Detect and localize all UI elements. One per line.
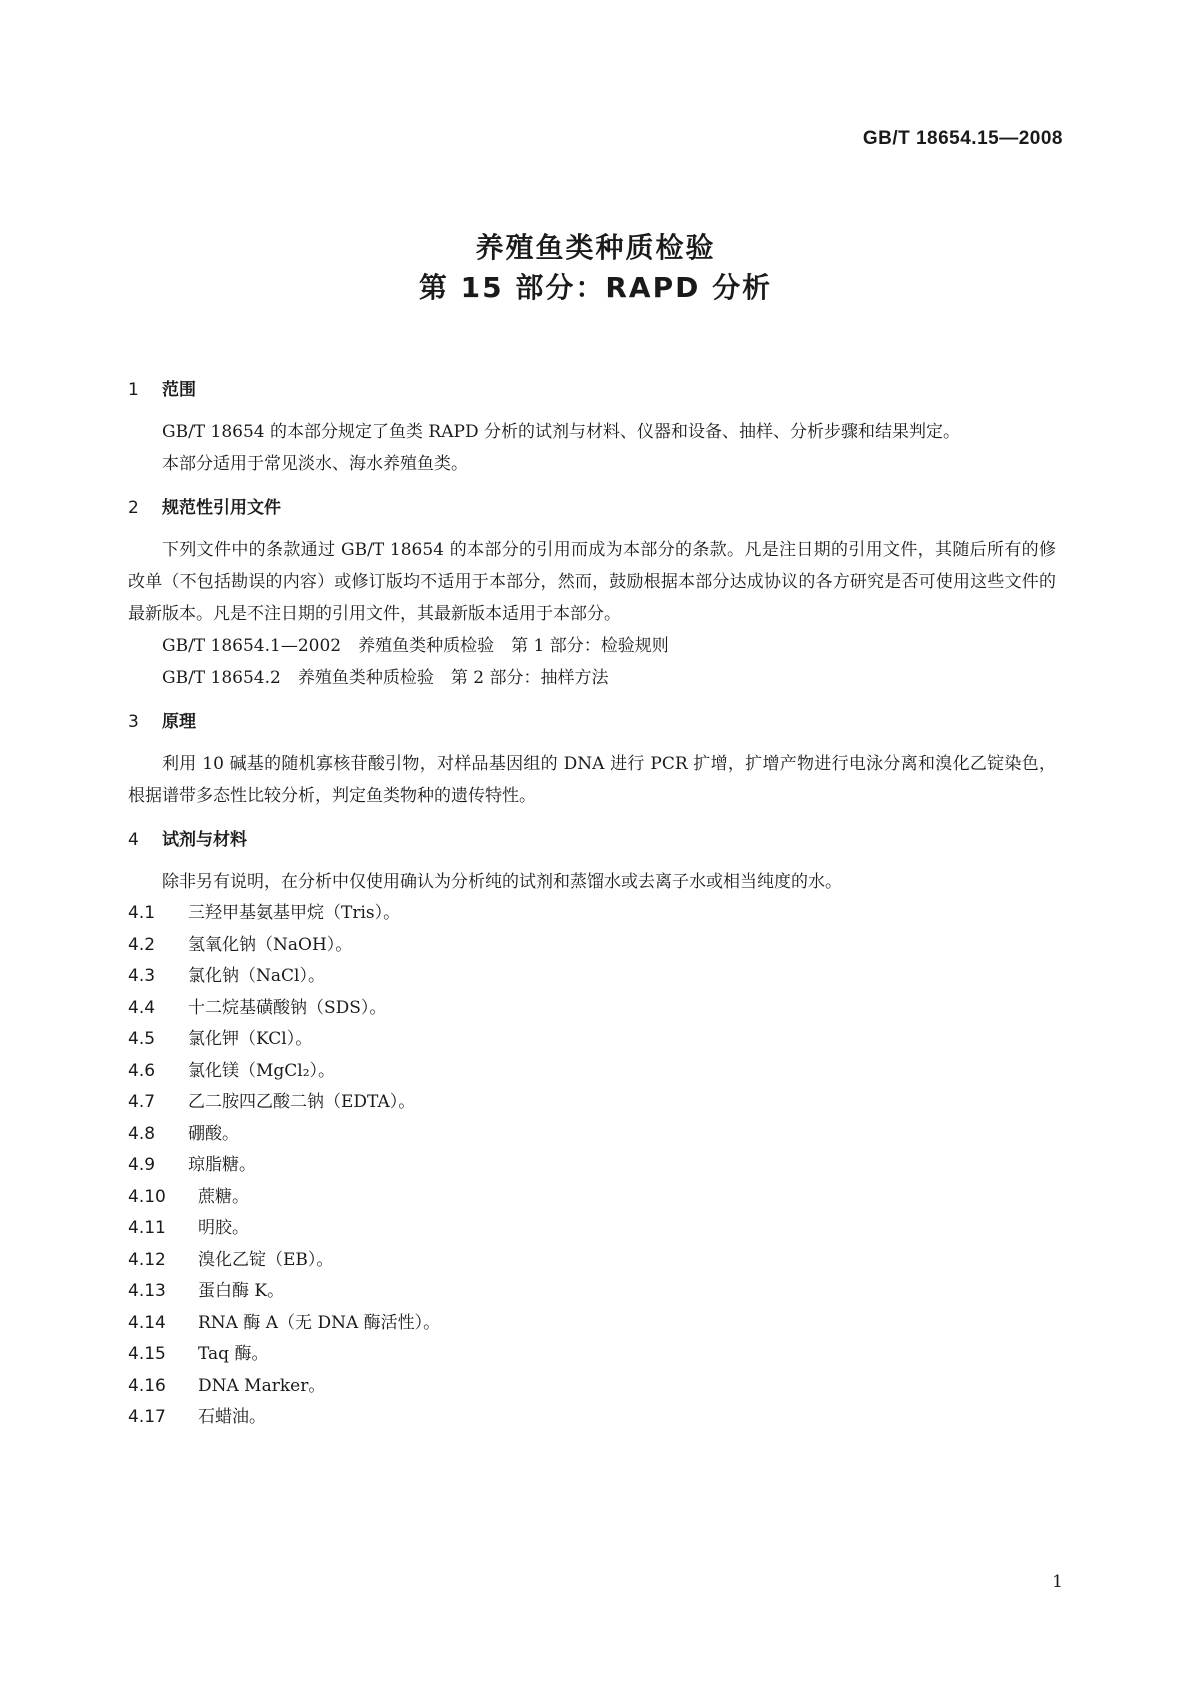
item-number: 4.9 xyxy=(128,1155,156,1175)
item-text: 十二烷基磺酸钠（SDS）。 xyxy=(188,997,387,1018)
item-text: 琼脂糖。 xyxy=(188,1155,256,1175)
section-number: 3 xyxy=(128,712,139,732)
section-heading-principle xyxy=(128,708,1056,736)
list-item xyxy=(128,1339,1056,1371)
list-item xyxy=(128,1213,1056,1245)
standard-code: GB/T 18654.15—2008 xyxy=(862,128,1063,149)
item-text: 氯化钠（NaCl）。 xyxy=(188,966,325,986)
list-item xyxy=(128,1402,1056,1434)
paragraph: 利用 10 碱基的随机寡核苷酸引物，对样品基因组的 DNA 进行 PCR 扩增，扩增产物进行电泳分离和溴化乙锭染色，根据谱带多态性比较分析，判定鱼类物种的遗传特性。 xyxy=(128,754,1056,806)
item-number: 4.17 xyxy=(128,1407,166,1427)
item-number: 4.7 xyxy=(128,1092,156,1112)
list-item xyxy=(128,993,1056,1025)
item-number: 4.10 xyxy=(128,1186,166,1207)
item-text: DNA Marker。 xyxy=(198,1375,326,1396)
item-number: 4.11 xyxy=(128,1218,166,1238)
list-item xyxy=(128,1308,1056,1340)
paragraph: GB/T 18654 的本部分规定了鱼类 RAPD 分析的试剂与材料、仪器和设备、抽样、分析步骤和结果判定。 xyxy=(162,422,960,442)
list-item xyxy=(128,1245,1056,1277)
item-number: 4.12 xyxy=(128,1249,166,1270)
section-title: 原理 xyxy=(162,712,196,732)
section-heading-scope xyxy=(128,376,1056,404)
item-number: 4.3 xyxy=(128,966,156,986)
list-item xyxy=(128,1119,1056,1151)
list-item xyxy=(128,1024,1056,1056)
item-number: 4.5 xyxy=(128,1029,156,1049)
item-text: 氯化镁（MgCl₂）。 xyxy=(188,1060,336,1081)
title-line-1: 养殖鱼类种质检验 xyxy=(475,231,716,264)
item-text: 蔗糖。 xyxy=(198,1186,249,1207)
list-item xyxy=(128,1056,1056,1088)
item-number: 4.2 xyxy=(128,934,156,955)
title-line-2: 第 15 部分：RAPD 分析 xyxy=(418,271,773,304)
list-item xyxy=(128,1182,1056,1214)
item-text: 硼酸。 xyxy=(188,1123,239,1144)
item-text: 蛋白酶 K。 xyxy=(198,1281,285,1301)
document-title xyxy=(0,228,1191,308)
list-item xyxy=(128,1150,1056,1182)
section-title: 规范性引用文件 xyxy=(162,498,281,518)
paragraph: 下列文件中的条款通过 GB/T 18654 的本部分的引用而成为本部分的条款。凡是注日期的引用文件，其随后所有的修改单（不包括勘误的内容）或修订版均不适用于本部分，然而，鼓励根据本部分达成协议的各方研究是否可使用这些文件的最新版本。凡是不注日期的引用文件，其最新版本适用于本部分。 xyxy=(128,540,1056,624)
item-text: 石蜡油。 xyxy=(198,1407,266,1427)
item-number: 4.4 xyxy=(128,997,156,1018)
item-number: 4.6 xyxy=(128,1060,156,1081)
item-text: 溴化乙锭（EB）。 xyxy=(198,1249,334,1270)
page-number: 1 xyxy=(1052,1572,1063,1592)
item-number: 4.15 xyxy=(128,1344,166,1364)
section-heading-normative-references xyxy=(128,494,1056,522)
list-item xyxy=(128,961,1056,993)
item-text: 氢氧化钠（NaOH）。 xyxy=(188,934,353,955)
item-number: 4.1 xyxy=(128,903,156,923)
item-text: 氯化钾（KCl）。 xyxy=(188,1029,313,1049)
section-title: 试剂与材料 xyxy=(162,830,247,850)
document-body xyxy=(128,376,1056,1434)
section-heading-reagents xyxy=(128,826,1056,854)
list-item xyxy=(128,1276,1056,1308)
item-text: 明胶。 xyxy=(198,1218,249,1238)
item-number: 4.14 xyxy=(128,1312,166,1333)
paragraph: 本部分适用于常见淡水、海水养殖鱼类。 xyxy=(162,454,468,474)
paragraph: 除非另有说明，在分析中仅使用确认为分析纯的试剂和蒸馏水或去离子水或相当纯度的水。 xyxy=(162,872,842,892)
list-item xyxy=(128,1371,1056,1403)
section-number: 4 xyxy=(128,830,139,850)
item-number: 4.13 xyxy=(128,1281,166,1301)
list-item xyxy=(128,898,1056,930)
list-item xyxy=(128,1087,1056,1119)
reference-item: GB/T 18654.1—2002 养殖鱼类种质检验 第 1 部分：检验规则 xyxy=(162,636,669,656)
item-text: Taq 酶。 xyxy=(198,1344,269,1364)
item-text: 三羟甲基氨基甲烷（Tris）。 xyxy=(188,903,401,923)
item-text: RNA 酶 A（无 DNA 酶活性）。 xyxy=(198,1312,441,1333)
section-number: 2 xyxy=(128,498,139,518)
item-number: 4.16 xyxy=(128,1375,166,1396)
section-number: 1 xyxy=(128,380,139,400)
list-item xyxy=(128,930,1056,962)
reference-item: GB/T 18654.2 养殖鱼类种质检验 第 2 部分：抽样方法 xyxy=(162,668,609,688)
section-title: 范围 xyxy=(162,380,196,400)
item-text: 乙二胺四乙酸二钠（EDTA）。 xyxy=(188,1092,416,1112)
item-number: 4.8 xyxy=(128,1123,156,1144)
